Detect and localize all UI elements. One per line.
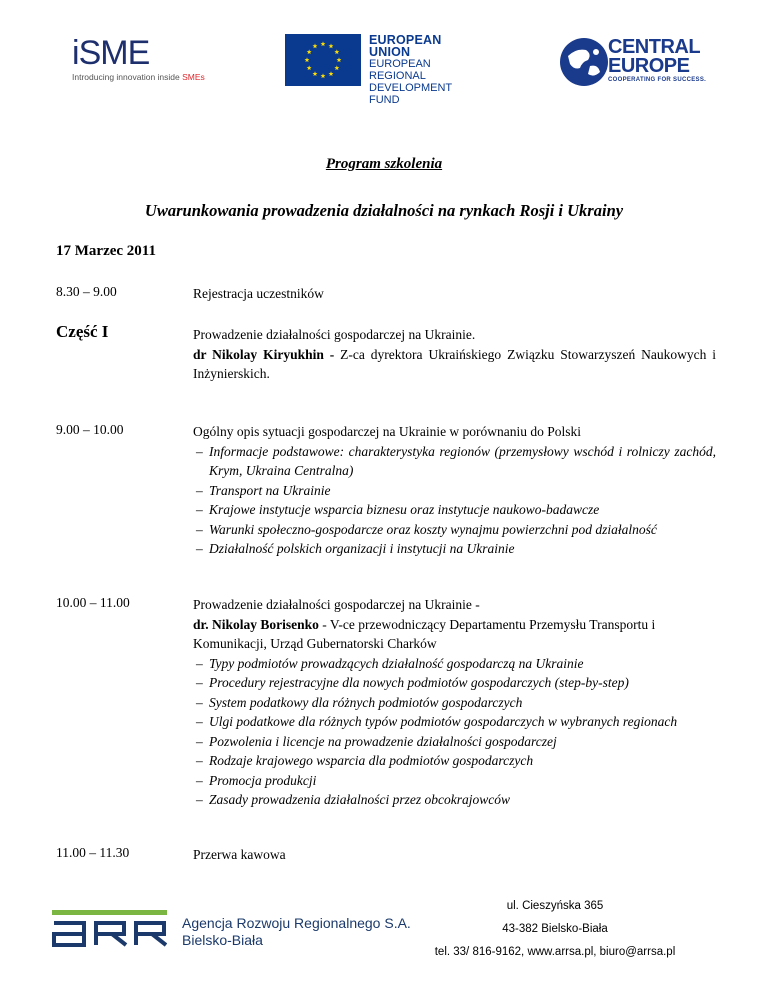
isme-tagline-highlight: SMEs: [182, 72, 205, 82]
schedule-session: [193, 422, 716, 559]
topic-item: – Krajowe instytucje wsparcia biznesu oraz instytucje naukowo-badawcze: [193, 500, 716, 520]
session-heading: Ogólny opis sytuacji gospodarczej na Ukrainie w porównaniu do Polski: [193, 424, 582, 439]
topic-list: [193, 654, 716, 810]
address-city: 43-382 Bielsko-Biała: [502, 923, 608, 935]
address-contact: tel. 33/ 816-9162, www.arrsa.pl, biuro@arrsa.pl: [434, 946, 676, 958]
eu-line-2: EUROPEAN REGIONAL: [369, 58, 431, 82]
topic-item: – Działalność polskich organizacji i instytucji na Ukrainie: [193, 539, 716, 559]
speaker-name: dr Nikolay Kiryukhin -: [193, 346, 335, 362]
topic-item: – Promocja produkcji: [193, 771, 716, 791]
topic-item: – Typy podmiotów prowadzących działalność gospodarczą na Ukrainie: [193, 654, 716, 674]
central-europe-logo: [558, 34, 708, 90]
arr-logo: [52, 910, 412, 960]
topic-item: – System podatkowy dla różnych podmiotów gospodarczych: [193, 693, 716, 713]
event-date: 17 Marzec 2011: [56, 243, 156, 259]
schedule-item: Rejestracja uczestników: [193, 286, 324, 301]
session-heading: Prowadzenie działalności gospodarczej na Ukrainie -: [193, 597, 480, 612]
speaker-role: Z-ca dyrektora Ukraińskiego Związku Stowarzyszeń Naukowych i Inżynierskich.: [193, 346, 716, 381]
header-logos: [0, 30, 768, 106]
topic-item: – Ulgi podatkowe dla różnych typów podmiotów gospodarczych w wybranych regionach: [193, 712, 716, 732]
topic-item: – Zasady prowadzenia działalności przez obcokrajowców: [193, 790, 716, 810]
eu-logo: [285, 33, 480, 106]
isme-logo-i: i: [72, 34, 79, 72]
address-street: ul. Cieszyńska 365: [506, 900, 604, 912]
schedule-session: [193, 595, 716, 810]
speaker-role: - V-ce przewodniczący Departamentu Przemysłu Transportu i Komunikacji, Urząd Gubernatorski Charków: [193, 616, 656, 651]
central-europe-tagline: COOPERATING FOR SUCCESS.: [608, 77, 707, 83]
topic-item: – Transport na Ukrainie: [193, 481, 716, 501]
topic-item: – Informacje podstawowe: charakterystyka regionów (przemysłowy wschód i rolniczy zachód, Krym, Ukraina Centralna): [193, 442, 716, 481]
eu-line-1: EUROPEAN UNION: [369, 33, 442, 59]
schedule-time: 8.30 – 9.00: [56, 284, 117, 299]
page-title: Program szkolenia: [325, 156, 443, 172]
arr-name: Agencja Rozwoju Regionalnego S.A.: [182, 915, 411, 931]
arr-logo-bar: [52, 910, 167, 915]
session-heading: Prowadzenie działalności gospodarczej na Ukrainie.: [193, 327, 476, 342]
arr-mark-icon: [52, 919, 167, 947]
schedule-time: 11.00 – 11.30: [56, 845, 130, 860]
schedule-part-label: Część I: [56, 322, 109, 341]
topic-item: – Pozwolenia i licencje na prowadzenie działalności gospodarczej: [193, 732, 716, 752]
topic-item: – Warunki społeczno-gospodarcze oraz koszty wynajmu powierzchni pod działalność: [193, 520, 716, 540]
schedule-time: 9.00 – 10.00: [56, 422, 124, 437]
central-europe-line-1: CENTRAL: [608, 36, 701, 58]
schedule-session: [193, 325, 716, 384]
page-subtitle: Uwarunkowania prowadzenia działalności na rynkach Rosji i Ukrainy: [144, 201, 624, 220]
eu-line-3: DEVELOPMENT FUND: [369, 82, 452, 106]
topic-item: – Rodzaje krajowego wsparcia dla podmiotów gospodarczych: [193, 751, 716, 771]
speaker-name: dr. Nikolay Borisenko: [193, 616, 319, 632]
isme-tagline: Introducing innovation inside: [72, 72, 183, 82]
schedule-time: 10.00 – 11.00: [56, 595, 130, 610]
topic-list: [193, 442, 716, 559]
isme-logo-word: SME: [78, 34, 150, 72]
arr-city: Bielsko-Biała: [182, 932, 263, 948]
session-speaker: [193, 615, 716, 654]
eu-flag-icon: [285, 34, 361, 86]
central-europe-line-2: EUROPE: [608, 55, 690, 77]
footer-address: [410, 895, 700, 964]
session-speaker: [193, 345, 716, 384]
topic-item: – Procedury rejestracyjne dla nowych podmiotów gospodarczych (step-by-step): [193, 673, 716, 693]
globe-icon: [558, 36, 610, 88]
schedule-item: Przerwa kawowa: [193, 847, 286, 862]
isme-logo: [72, 36, 222, 86]
